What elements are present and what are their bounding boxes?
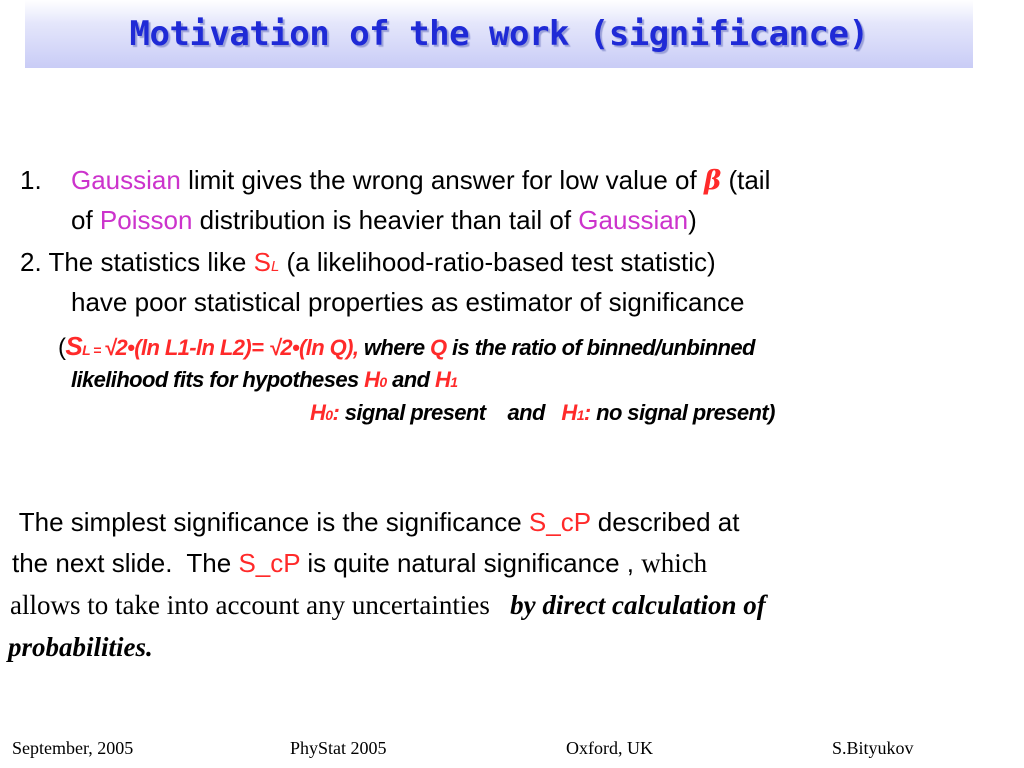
item1-number: 1. xyxy=(20,165,42,195)
hypotheses-line xyxy=(310,400,775,426)
summary-which: which xyxy=(641,548,708,578)
item1-line2-close: ) xyxy=(688,205,697,235)
summary-line1-rest: described at xyxy=(590,507,740,537)
footer-author: S.Bityukov xyxy=(832,738,914,758)
footer-location: Oxford, UK xyxy=(566,738,653,758)
hyp-h1: H xyxy=(561,400,577,425)
item1-line2-of: of xyxy=(71,205,100,235)
item1-line1-tail: (tail xyxy=(721,165,771,195)
formula-expr: √2•(ln L1-ln L2)= √2•(ln Q), xyxy=(104,335,359,360)
summary-line1 xyxy=(12,502,739,542)
hyp-h0: H xyxy=(310,400,326,425)
scp-term: S_cP xyxy=(528,507,591,537)
summary-line4: probabilities. xyxy=(8,632,153,662)
hyp-h0-colon: : xyxy=(332,400,340,425)
formula-q: Q xyxy=(430,335,447,360)
footer-conference: PhyStat 2005 xyxy=(290,738,387,758)
formula-line2 xyxy=(71,367,457,393)
formula2-h0-sub: 0 xyxy=(379,374,387,390)
hyp-h0-text: signal present and xyxy=(339,400,562,425)
summary-line3 xyxy=(10,585,766,625)
hyp-h1-sub: 1 xyxy=(576,407,584,423)
summary-line2-text: the next slide. The xyxy=(12,548,239,578)
item2-line1 xyxy=(20,242,716,287)
formula2-h0: H xyxy=(364,367,380,392)
formula-s: S xyxy=(65,331,83,361)
title-bar xyxy=(25,0,973,68)
item2-line1-rest: (a likelihood-ratio-based test statistic) xyxy=(279,247,716,277)
item1-line1-text: limit gives the wrong answer for low value of xyxy=(180,165,704,195)
item1-line1 xyxy=(71,160,770,201)
formula-line xyxy=(58,331,755,362)
formula-rest: is the ratio of binned/unbinned xyxy=(446,335,755,360)
formula-s-sub: L xyxy=(82,342,90,358)
slide-title: Motivation of the work (significance) xyxy=(129,14,869,54)
formula2-and: and xyxy=(386,367,435,392)
item2-line1-text: 2. The statistics like xyxy=(20,247,254,277)
summary-line1-text: The simplest significance is the significance xyxy=(12,507,529,537)
item1-line2 xyxy=(71,200,697,240)
beta-symbol: β xyxy=(703,166,722,196)
summary-line2 xyxy=(12,543,707,583)
summary-line3-bold: by direct calculation of xyxy=(510,590,766,620)
formula-open-paren: ( xyxy=(58,334,66,361)
formula2-h1: H xyxy=(434,367,451,392)
summary-line2-rest: is quite natural significance , xyxy=(300,548,642,578)
gaussian-term-2: Gaussian xyxy=(578,205,689,235)
scp-term-2: S_cP xyxy=(238,548,301,578)
hyp-h1-colon: : xyxy=(583,400,591,425)
gaussian-term: Gaussian xyxy=(71,165,181,195)
formula2-h1-sub: 1 xyxy=(450,374,458,390)
hyp-h0-sub: 0 xyxy=(325,407,333,423)
statistic-s: S xyxy=(253,247,271,277)
formula2-text: likelihood fits for hypotheses xyxy=(71,367,365,392)
footer-date: September, 2005 xyxy=(12,738,134,758)
formula-where: where xyxy=(358,335,431,360)
formula-eq: = xyxy=(89,342,105,358)
poisson-term: Poisson xyxy=(99,205,193,235)
hyp-h1-text: no signal present) xyxy=(590,400,775,425)
statistic-s-sub: L xyxy=(270,258,280,275)
item1-line2-text: distribution is heavier than tail of xyxy=(192,205,579,235)
summary-line3-text: allows to take into account any uncertainties xyxy=(10,590,511,620)
item2-line2: have poor statistical properties as estimator of significance xyxy=(71,287,745,317)
